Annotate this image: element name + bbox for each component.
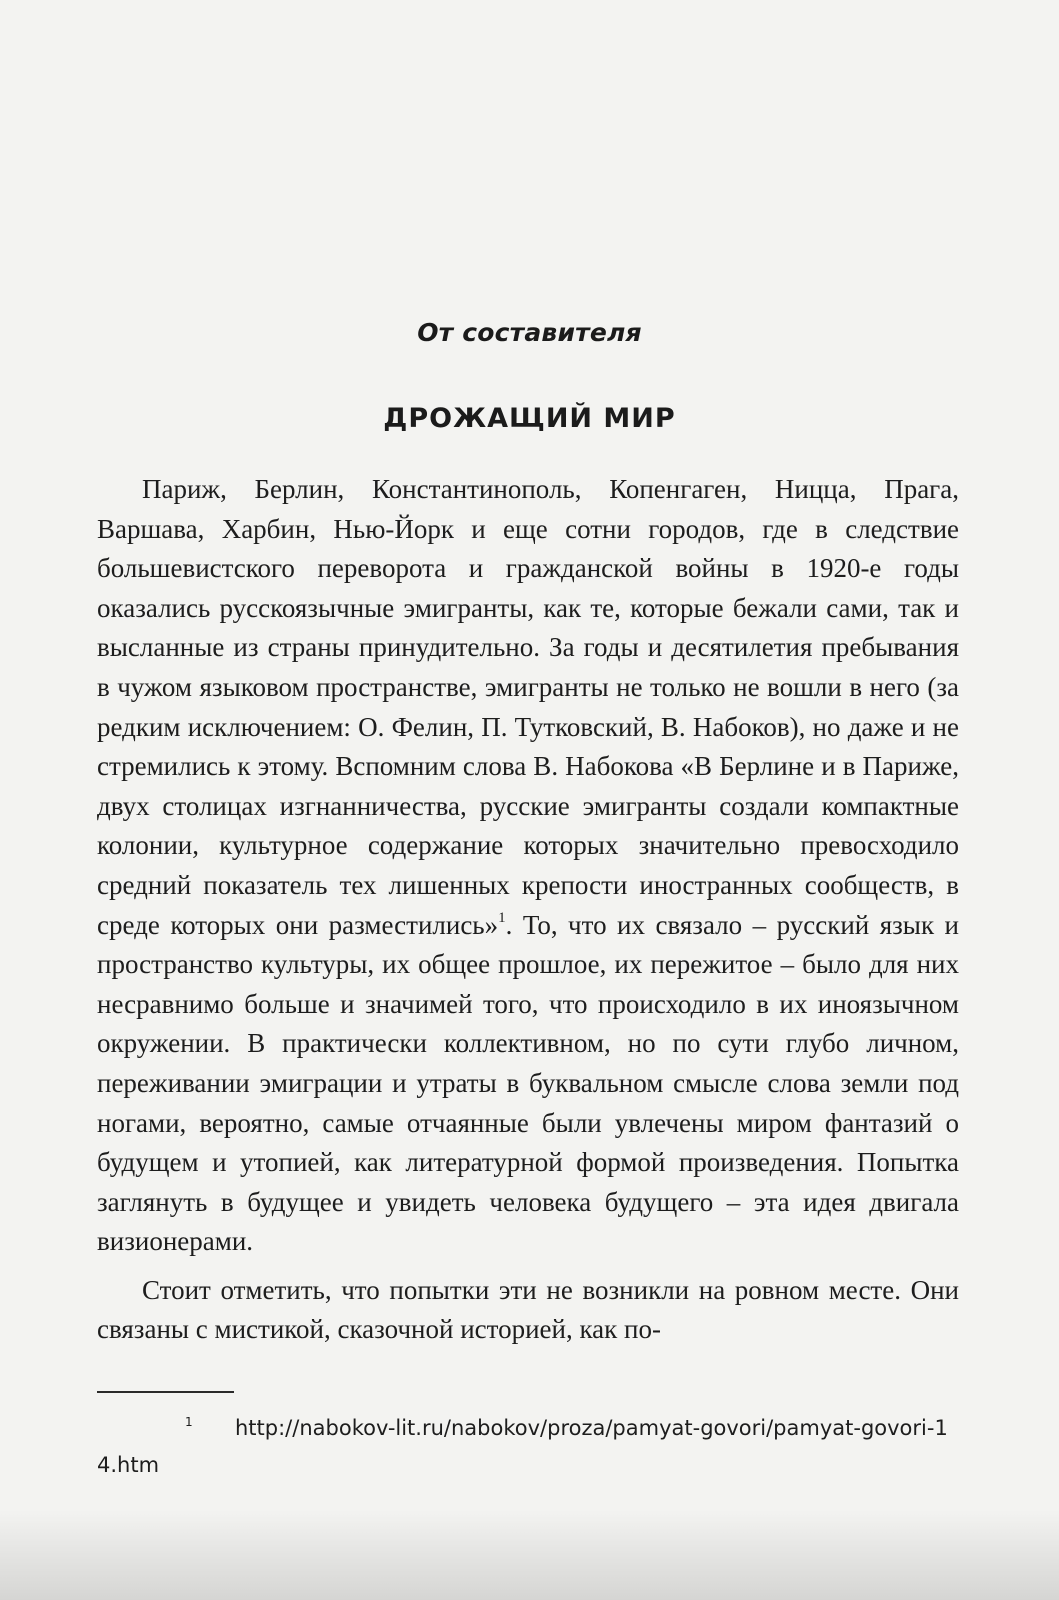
section-title: От составителя bbox=[417, 318, 642, 347]
paragraph-2: Стоит отметить, что попытки эти не возникли на ровном месте. Они связаны с мистикой, сказочной историей, как по- bbox=[97, 1274, 959, 1345]
paragraph-1 bbox=[97, 470, 959, 1262]
footnote-number: 1 bbox=[185, 1415, 193, 1429]
paragraph-1-text-before-ref: Париж, Берлин, Константинополь, Копенгаген, Ницца, Прага, Варшава, Харбин, Нью-Йорк и еще сотни городов, где в следствие большевистского переворота и гражданской войны в 1920-е годы оказались русскоязычные эмигранты, как те, которые бежали сами, так и высланные из страны принудительно. За годы и десятилетия пребывания в чужом языковом пространстве, эмигранты не только не вошли в него (за редким исключением: О. Фелин, П. Тутковский, В. Набоков), но даже и не стремились к этому. Вспомним слова В. Набокова «В Берлине и в Париже, двух столицах изгнанничества, русские эмигранты создали компактные колонии, культурное содержание которых значительно превосходило средний показатель тех лишенных крепости иностранных сообществ, в среде которых они разместились» bbox=[97, 474, 959, 940]
footnote bbox=[97, 1404, 959, 1484]
footnote-reference[interactable]: 1 bbox=[498, 909, 506, 926]
body-text bbox=[97, 470, 959, 1350]
chapter-title: ДРОЖАЩИЙ МИР bbox=[383, 403, 676, 434]
footnote-link[interactable]: http://nabokov-lit.ru/nabokov/proza/pamyat-govori/pamyat-govori-14.htm bbox=[97, 1416, 948, 1477]
paragraph-1-text-after-ref: . То, что их связало – русский язык и пространство культуры, их общее прошлое, их пережитое – было для них несравнимо больше и значимей того, что происходило в их иноязычном окружении. В практически коллективном, но по сути глубо личном, переживании эмиграции и утраты в буквальном смысле слова земли под ногами, вероятно, самые отчаянные были увлечены миром фантазий о будущем и утопией, как литературной формой произведения. Попытка заглянуть в будущее и увидеть человека будущего – эта идея двигала визионерами. bbox=[97, 909, 959, 1257]
footnote-divider bbox=[97, 1391, 234, 1393]
